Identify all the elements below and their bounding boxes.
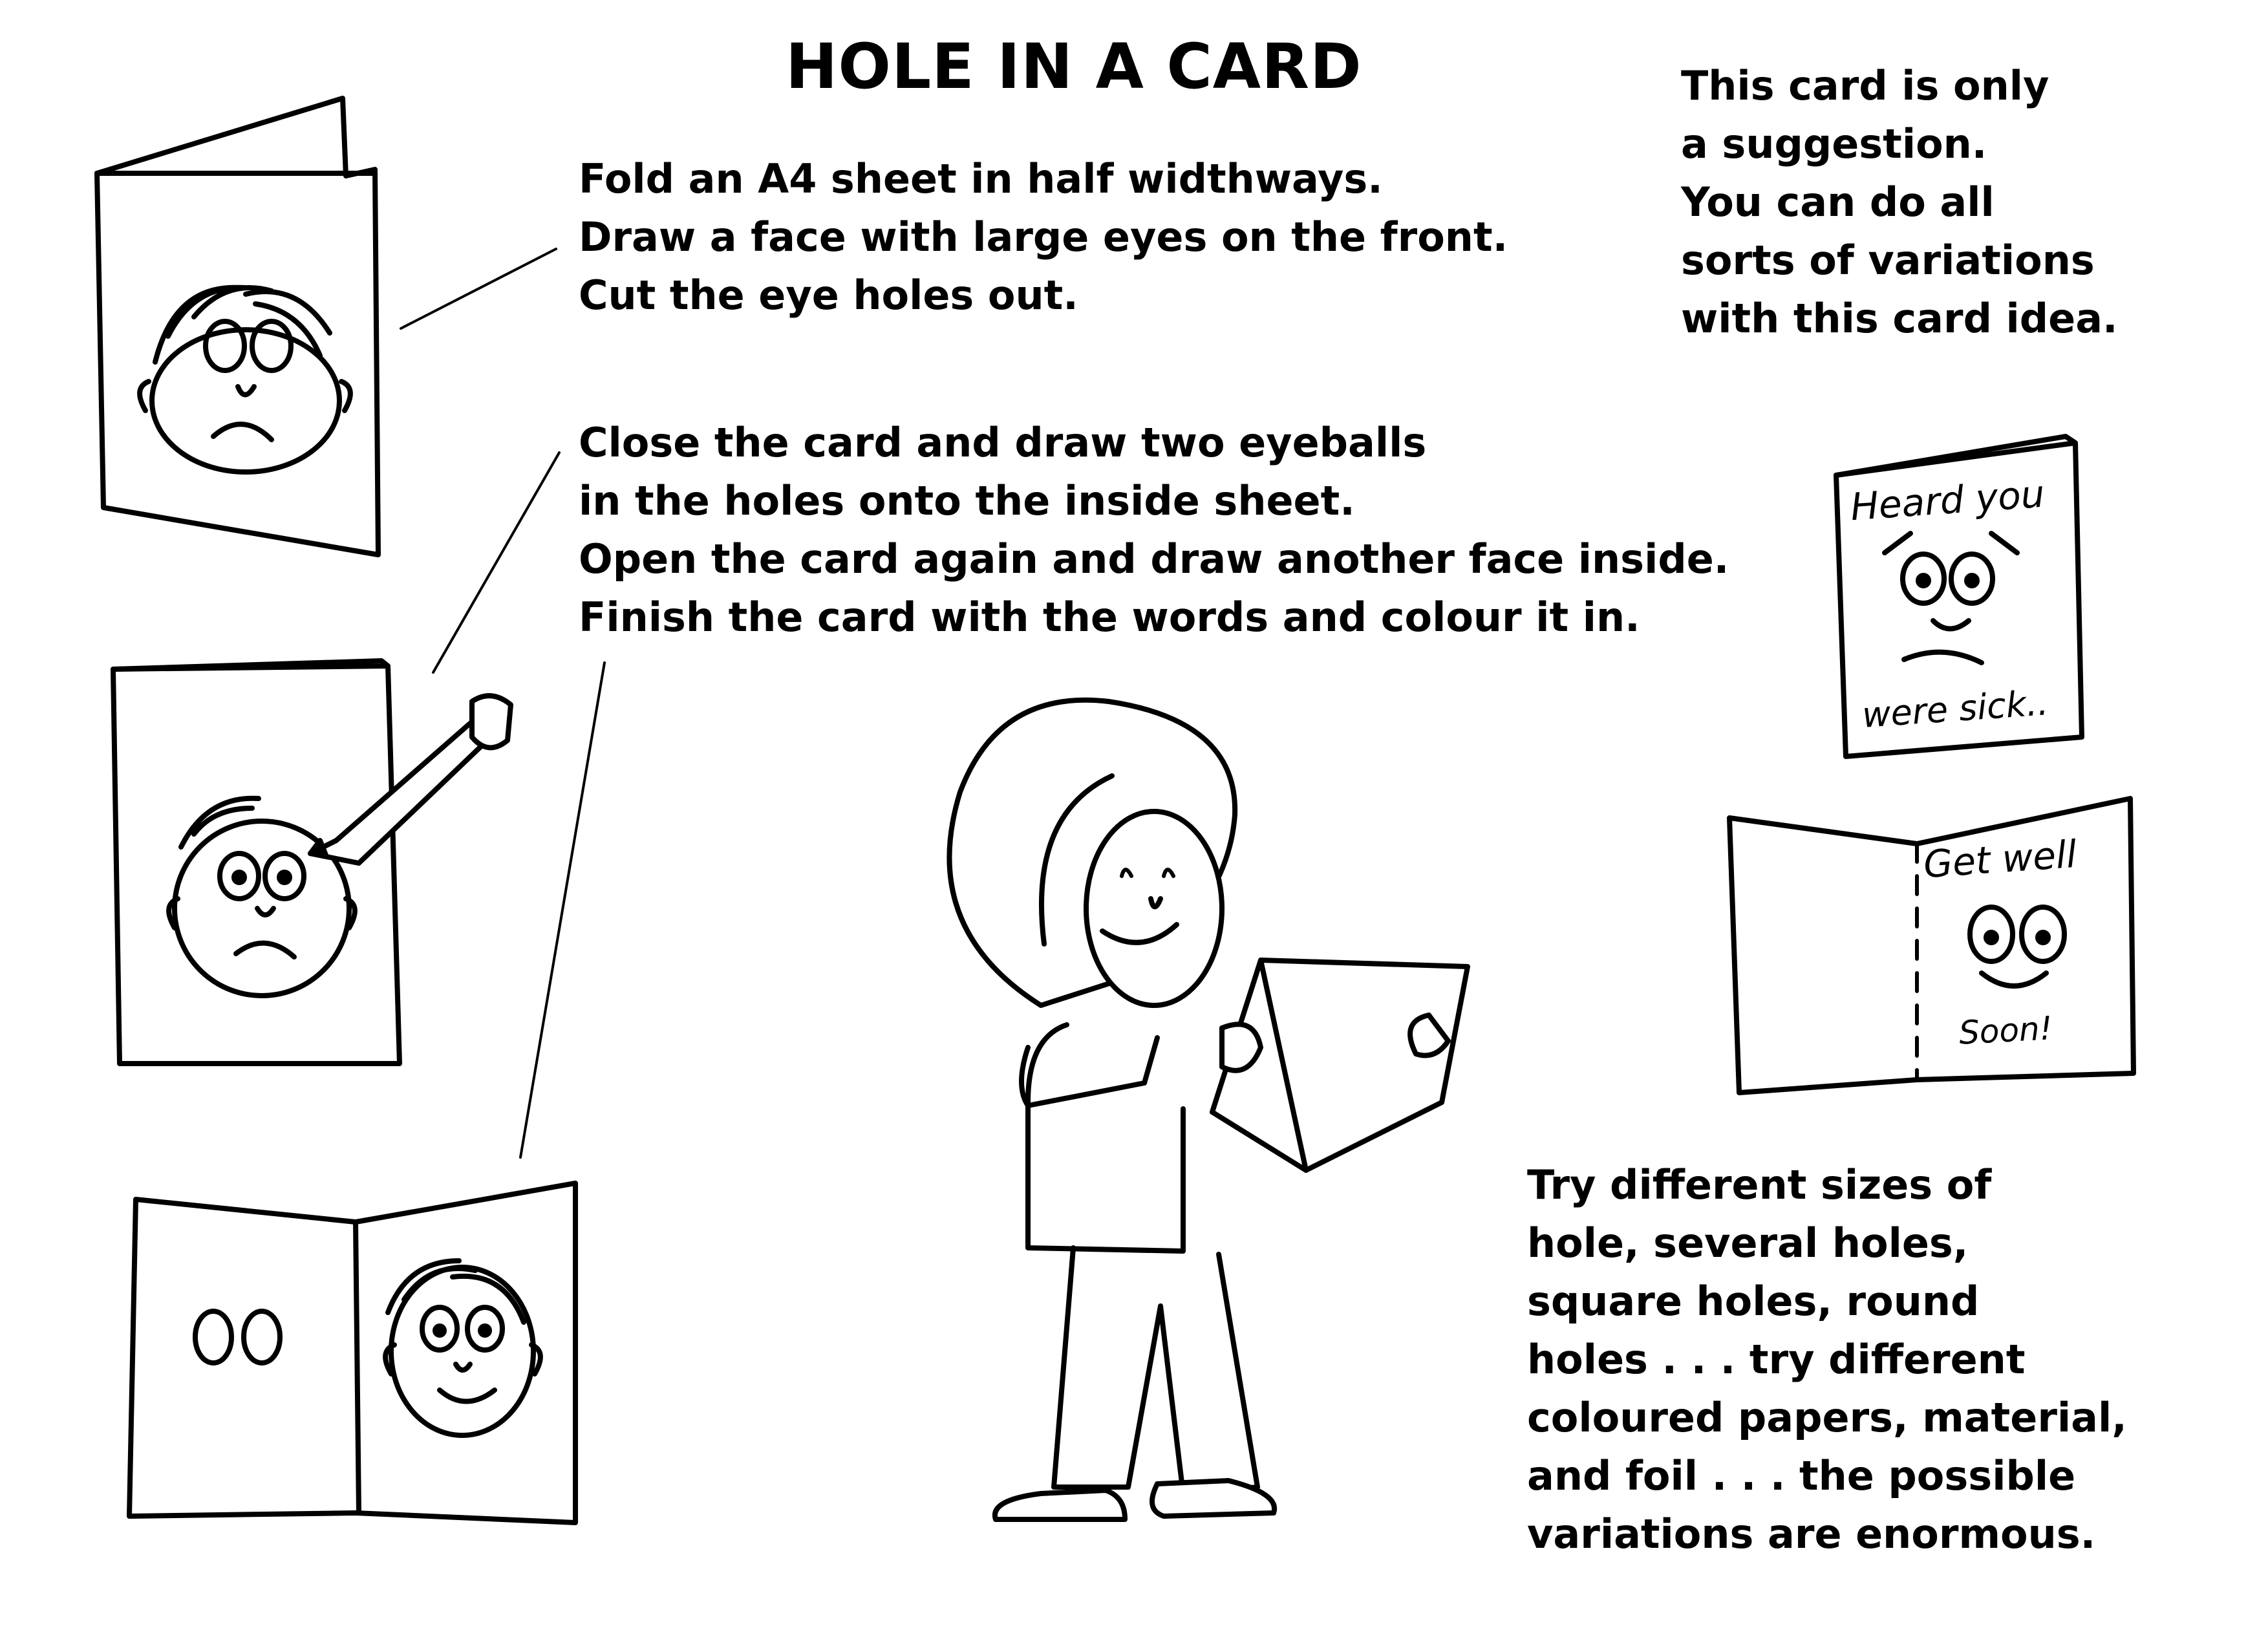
- card-front-illustration: [97, 98, 556, 555]
- tips-line: hole, several holes,: [1527, 1219, 1969, 1267]
- card-getwell-bottom-text: Soon!: [1958, 1009, 2054, 1052]
- tips-line: and foil . . . the possible: [1527, 1452, 2076, 1499]
- tips-line: square holes, round: [1527, 1278, 1980, 1325]
- variation-tips: [1527, 1156, 2127, 1563]
- girl-illustration: [949, 700, 1468, 1519]
- tips-line: coloured papers, material,: [1527, 1394, 2127, 1441]
- step2-line: in the holes onto the inside sheet.: [579, 477, 1355, 524]
- step1-instructions: [579, 150, 1508, 325]
- step2-line: Finish the card with the words and colour it in.: [579, 594, 1640, 641]
- card-sick-bottom-text: were sick..: [1861, 682, 2050, 736]
- step1-line: Cut the eye holes out.: [579, 272, 1078, 319]
- step2-instructions: [579, 414, 1729, 647]
- note-line: a suggestion.: [1681, 120, 1987, 167]
- tips-line: holes . . . try different: [1527, 1336, 2026, 1383]
- tips-line: variations are enormous.: [1527, 1510, 2096, 1558]
- note-line: sorts of variations: [1681, 237, 2095, 284]
- note-line: You can do all: [1681, 178, 1995, 226]
- tips-line: Try different sizes of: [1527, 1161, 1992, 1208]
- page-title: HOLE IN A CARD: [786, 30, 1362, 103]
- card-sick-top-text: Heard you: [1848, 471, 2046, 530]
- note-line: This card is only: [1681, 62, 2049, 109]
- card-getwell-top-text: Get well: [1921, 831, 2079, 887]
- step1-line: Fold an A4 sheet in half widthways.: [579, 155, 1383, 202]
- suggestion-note: [1681, 57, 2118, 348]
- note-line: with this card idea.: [1681, 295, 2118, 342]
- step2-line: Open the card again and draw another face inside.: [579, 535, 1729, 583]
- step1-line: Draw a face with large eyes on the front.: [579, 213, 1508, 261]
- step2-line: Close the card and draw two eyeballs: [579, 419, 1427, 466]
